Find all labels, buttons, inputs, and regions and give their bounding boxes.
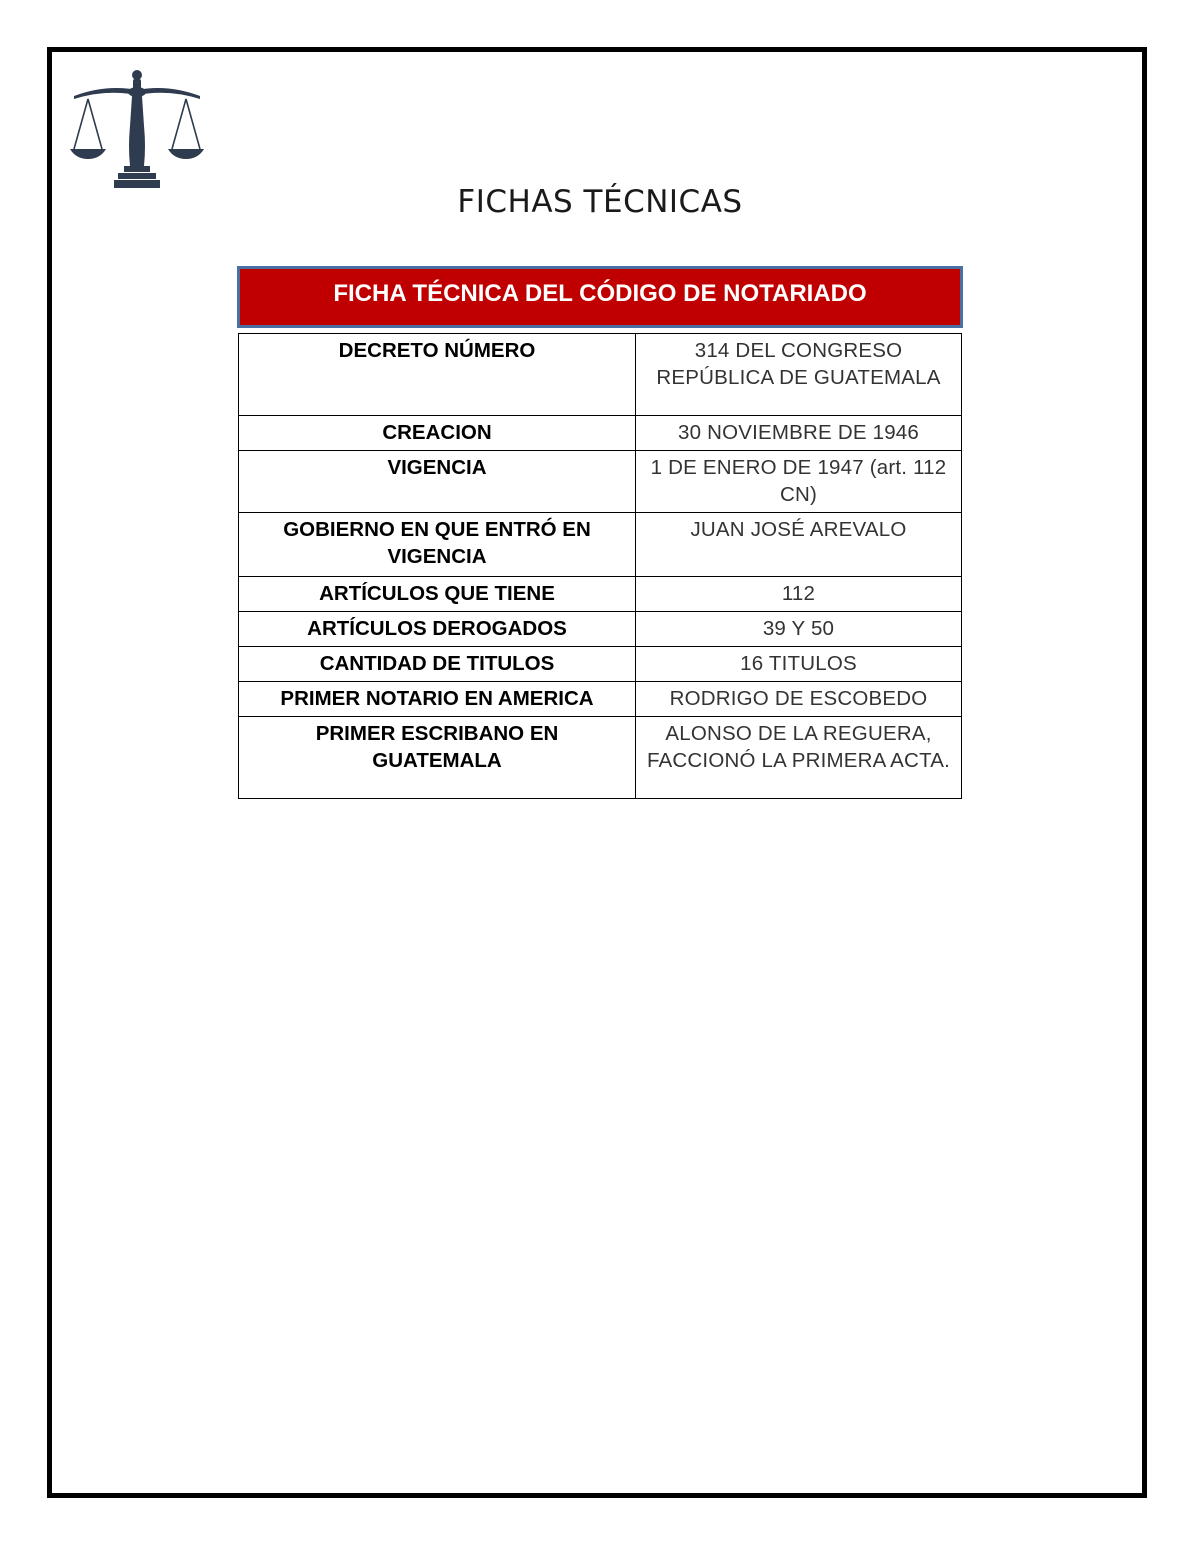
table-row <box>239 451 962 513</box>
table-row <box>239 717 962 799</box>
table-row <box>239 334 962 416</box>
technical-data-table <box>238 333 962 799</box>
table-row <box>239 612 962 647</box>
row-value: ALONSO DE LA REGUERA, FACCIONÓ LA PRIMERA ACTA. <box>636 717 962 799</box>
row-value: 314 DEL CONGRESO REPÚBLICA DE GUATEMALA <box>636 334 962 416</box>
table-row <box>239 647 962 682</box>
row-label: CREACION <box>239 416 636 451</box>
row-value: JUAN JOSÉ AREVALO <box>636 513 962 577</box>
table-row <box>239 682 962 717</box>
row-value: 30 NOVIEMBRE DE 1946 <box>636 416 962 451</box>
table-row <box>239 577 962 612</box>
row-label: CANTIDAD DE TITULOS <box>239 647 636 682</box>
scales-of-justice-icon <box>66 66 208 196</box>
row-label: VIGENCIA <box>239 451 636 513</box>
table-title-banner: FICHA TÉCNICA DEL CÓDIGO DE NOTARIADO <box>237 266 963 328</box>
row-label: GOBIERNO EN QUE ENTRÓ EN VIGENCIA <box>239 513 636 577</box>
row-value: 16 TITULOS <box>636 647 962 682</box>
table-row <box>239 513 962 577</box>
row-value: 1 DE ENERO DE 1947 (art. 112 CN) <box>636 451 962 513</box>
row-value: 39 Y 50 <box>636 612 962 647</box>
row-label: ARTÍCULOS DEROGADOS <box>239 612 636 647</box>
table-row <box>239 416 962 451</box>
row-value: RODRIGO DE ESCOBEDO <box>636 682 962 717</box>
row-label: DECRETO NÚMERO <box>239 334 636 416</box>
row-label: PRIMER NOTARIO EN AMERICA <box>239 682 636 717</box>
row-value: 112 <box>636 577 962 612</box>
row-label: PRIMER ESCRIBANO EN GUATEMALA <box>239 717 636 799</box>
page-title: FICHAS TÉCNICAS <box>457 184 743 220</box>
row-label: ARTÍCULOS QUE TIENE <box>239 577 636 612</box>
